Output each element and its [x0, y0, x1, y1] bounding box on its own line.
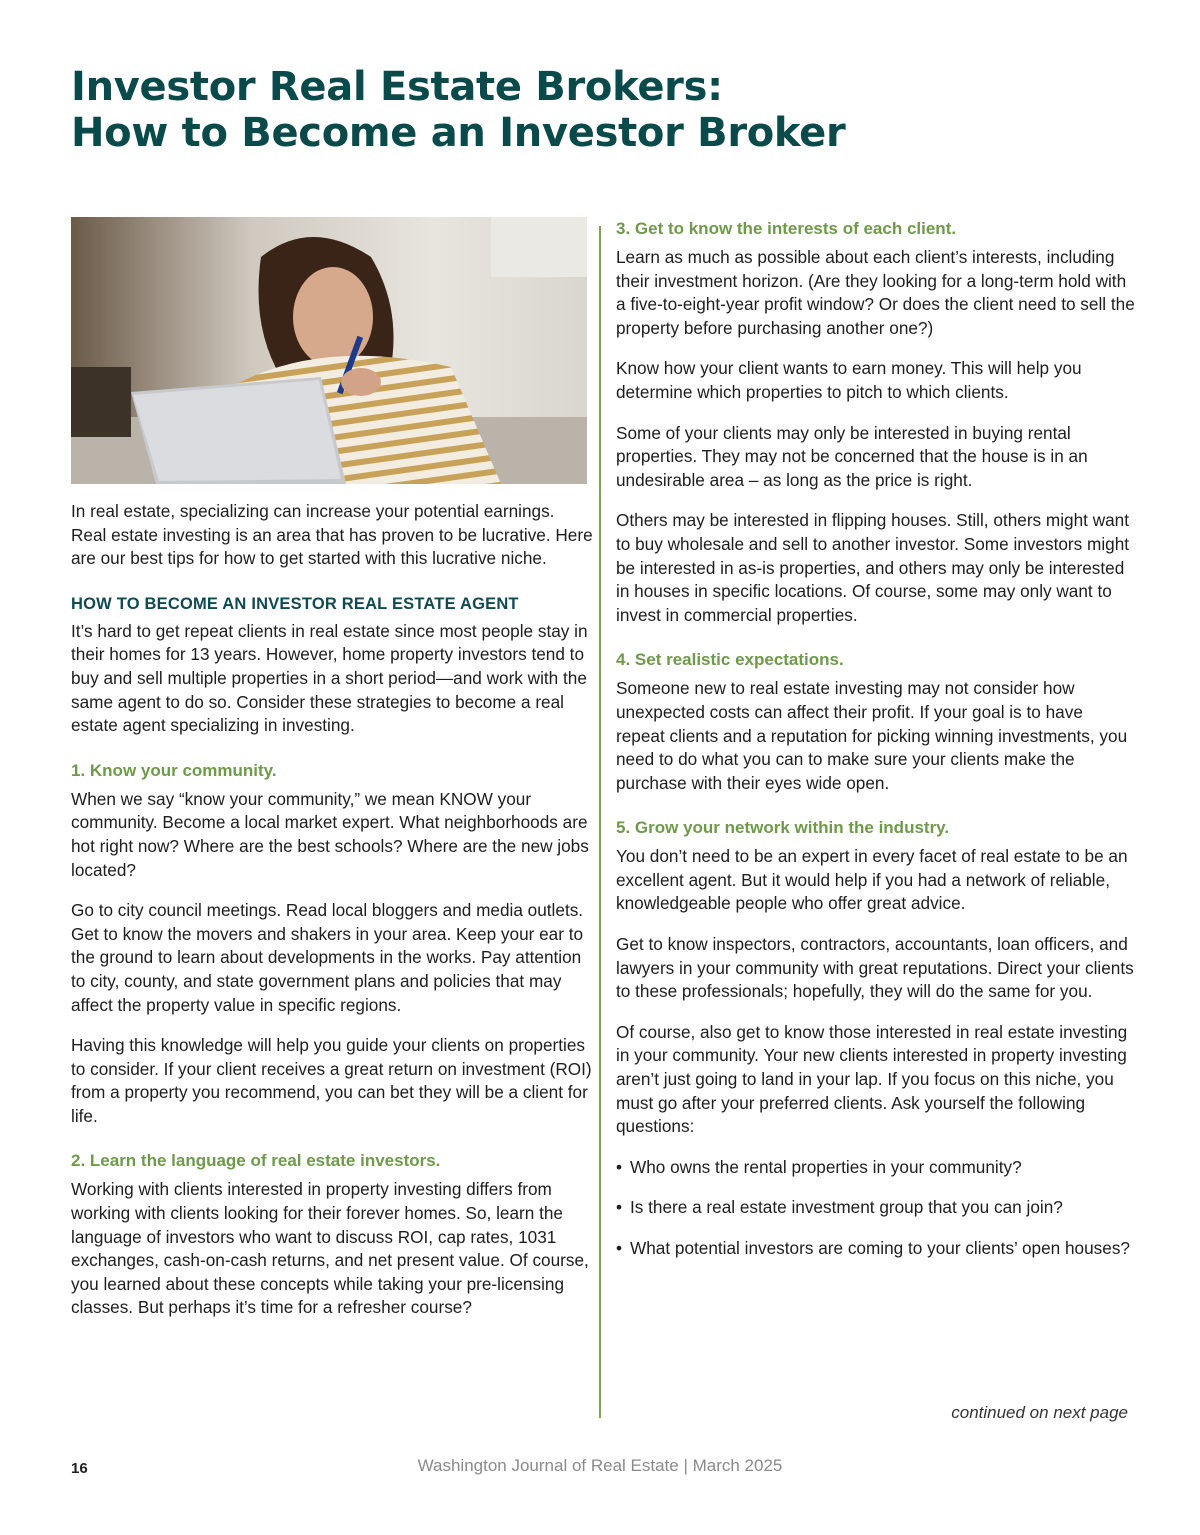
- bullet-icon: •: [616, 1156, 623, 1177]
- article-title: [71, 64, 845, 156]
- tip-3-paragraph-4: Others may be interested in flipping houses. Still, others might want to buy wholesale and sell to another investor. Some investors might be interested in as-is properties, and others may only be interested in houses in specific locations. Of course, some may only want to invest in commercial properties.: [616, 510, 1130, 625]
- tip-3-heading: 3. Get to know the interests of each client.: [616, 219, 957, 238]
- tip-5-paragraph-1: You don’t need to be an expert in every facet of real estate to be an excellent agent. But it would help if you had a network of reliable, knowledgeable people who offer great advice.: [616, 846, 1128, 914]
- footer-publication: Washington Journal of Real Estate | March 2025: [417, 1456, 783, 1475]
- tip-1-heading: 1. Know your community.: [71, 760, 277, 780]
- tip-1-paragraph-2: Go to city council meetings. Read local bloggers and media outlets. Get to know the movers and shakers in your area. Keep your ear to the ground to learn about developments in the works. Pay attention to city, county, and state government plans and policies that may affect the property value in specific regions.: [71, 900, 584, 1015]
- tip-3-paragraph-3: Some of your clients may only be interested in buying rental properties. They may not be concerned that the house is in an undesirable area – as long as the price is right.: [616, 422, 1088, 490]
- woman-laptop-photo: [71, 217, 587, 484]
- column-divider: [599, 226, 601, 1418]
- section-intro-paragraph: It’s hard to get repeat clients in real estate since most people stay in their homes for 13 years. However, home property investors tend to buy and sell multiple properties in a short period—and work with the same agent to do so. Consider these strategies to become a real estate agent specializing in investing.: [71, 620, 588, 736]
- list-item: • Is there a real estate investment group that you can join?: [616, 1196, 1136, 1220]
- tip-5-heading: 5. Grow your network within the industry.: [616, 818, 950, 838]
- tip-2-paragraph-1: Working with clients interested in property investing differs from working with clients looking for their forever homes. So, learn the language of investors who want to discuss ROI, cap rates, 1031 exchanges, cash-on-cash returns, and net present value. Of course, you learned about these concepts while taking your pre-licensing classes. But perhaps it’s time for a refresher course?: [71, 1179, 589, 1318]
- title-line-1: Investor Real Estate Brokers:: [71, 64, 723, 110]
- list-item: • What potential investors are coming to your clients’ open houses?: [616, 1237, 1136, 1261]
- tip-5-paragraph-3: Of course, also get to know those interested in real estate investing in your community. Your new clients interested in property investing aren’t just going to land in your lap. If you focus on this niche, you must go after your preferred clients. Ask yourself the following questions:: [616, 1021, 1128, 1137]
- intro-paragraph: In real estate, specializing can increase your potential earnings. Real estate investing is an area that has proven to be lucrative. Here are our best tips for how to get started with this lucrative niche.: [71, 501, 593, 569]
- list-item: • Who owns the rental properties in your community?: [616, 1156, 1136, 1180]
- section-heading: HOW TO BECOME AN INVESTOR REAL ESTATE AGENT: [71, 594, 519, 613]
- tip-4-heading: 4. Set realistic expectations.: [616, 650, 844, 670]
- tip-2-heading: 2. Learn the language of real estate investors.: [71, 1151, 441, 1171]
- right-column: [616, 218, 1136, 1278]
- title-line-2: How to Become an Investor Broker: [71, 110, 846, 156]
- bullet-icon: •: [616, 1238, 623, 1258]
- bullet-icon: •: [616, 1197, 623, 1218]
- questions-list: [616, 1156, 1136, 1261]
- tip-3-paragraph-1: Learn as much as possible about each client’s interests, including their investment horizon. (Are they looking for a long-term hold with a five-to-eight-year profit window? Or does the client need to sell the property before purchasing another one?): [616, 247, 1135, 338]
- tip-1-paragraph-3: Having this knowledge will help you guide your clients on properties to consider. If your client receives a great return on investment (ROI) from a property you recommend, you can bet they will be a client for life.: [71, 1035, 592, 1126]
- tip-4-paragraph-1: Someone new to real estate investing may not consider how unexpected costs can affect their profit. If your goal is to have repeat clients and a reputation for picking winning investments, you need to do what you can to make sure your clients make the purchase with their eyes wide open.: [616, 678, 1128, 793]
- tip-3-paragraph-2: Know how your client wants to earn money. This will help you determine which properties to pitch to which clients.: [616, 358, 1082, 402]
- tip-5-paragraph-2: Get to know inspectors, contractors, accountants, loan officers, and lawyers in your community with great reputations. Direct your clients to these professionals; hopefully, they will do the same for you.: [616, 934, 1134, 1002]
- page-number: 16: [71, 1460, 88, 1477]
- tip-1-paragraph-1: When we say “know your community,” we mean KNOW your community. Become a local market expert. What neighborhoods are hot right now? Where are the best schools? Where are the new jobs located?: [71, 788, 589, 880]
- left-column: [71, 500, 593, 1337]
- continued-note: continued on next page: [951, 1403, 1128, 1422]
